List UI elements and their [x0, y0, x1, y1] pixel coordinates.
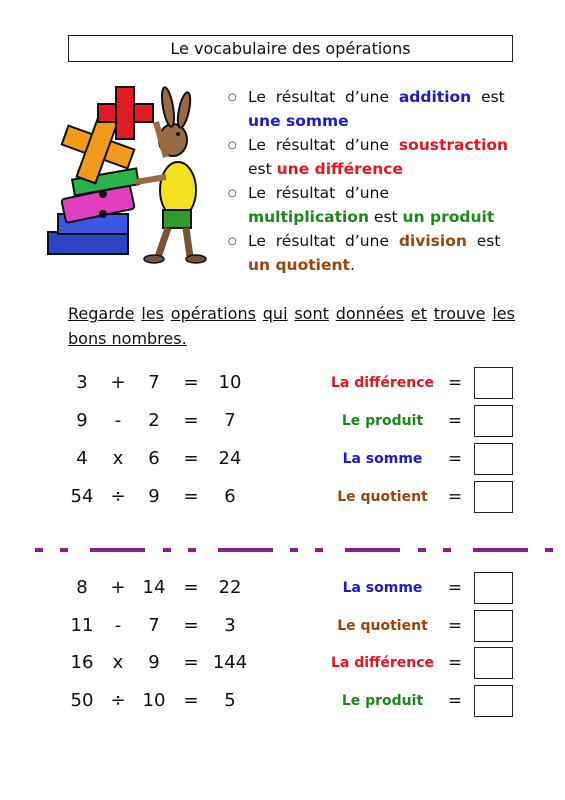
- divider-dash: [545, 548, 553, 552]
- answer-box[interactable]: [474, 610, 513, 642]
- bullet-icon: ○: [228, 140, 237, 151]
- operator: x: [112, 448, 124, 469]
- operand-a: 54: [70, 486, 94, 507]
- instruction-word: et: [410, 304, 427, 323]
- operand-b: 7: [148, 372, 160, 393]
- exercise-row: [0, 682, 565, 720]
- exercise-row: [0, 607, 565, 645]
- bullet-icon: ○: [228, 188, 237, 199]
- operator: -: [114, 614, 122, 636]
- divider-dash: [90, 548, 145, 552]
- operand-b: 9: [148, 486, 160, 507]
- instruction-line-1: [68, 301, 515, 326]
- operand-b: 9: [148, 652, 160, 673]
- result-value: 7: [224, 410, 236, 431]
- equals-sign: =: [183, 410, 199, 431]
- operand-a: 50: [70, 689, 94, 711]
- rule-text: est: [466, 232, 511, 250]
- operand-a: 4: [76, 448, 88, 469]
- rule-keyword: une somme: [248, 111, 349, 130]
- rule-item: [228, 86, 518, 133]
- vocabulary-rules-list: [228, 86, 518, 278]
- equals-sign: =: [447, 653, 463, 673]
- equals-sign: =: [183, 614, 199, 636]
- divider-dash: [188, 548, 196, 552]
- operator: +: [110, 372, 126, 393]
- instruction-word: données: [335, 304, 404, 323]
- rule-keyword: soustraction: [398, 136, 509, 154]
- equals-sign: =: [183, 652, 199, 673]
- result-value: 144: [212, 652, 248, 673]
- rule-keyword: un produit: [402, 207, 495, 226]
- answer-box[interactable]: [474, 685, 513, 717]
- operand-a: 16: [70, 652, 94, 673]
- equals-sign: =: [183, 372, 199, 393]
- divider-dash: [163, 548, 171, 552]
- operation-name-label: Le produit: [341, 413, 424, 429]
- bullet-icon: ○: [228, 236, 237, 247]
- rule-text: est: [471, 88, 510, 106]
- rule-item: [228, 230, 518, 277]
- result-value: 22: [218, 577, 242, 598]
- exercise-row: [0, 478, 565, 516]
- instruction-word: opérations: [170, 304, 256, 323]
- operation-name-label: La différence: [330, 655, 435, 671]
- rule-keyword: un quotient: [248, 255, 350, 274]
- rule-text: Le résultat d’une: [248, 184, 399, 202]
- result-value: 3: [224, 614, 236, 636]
- section-divider: [35, 545, 555, 555]
- bullet-icon: ○: [228, 92, 237, 103]
- equals-sign: =: [183, 689, 199, 711]
- result-value: 10: [218, 372, 242, 393]
- rule-text: Le résultat d’une: [248, 88, 399, 106]
- equals-sign: =: [447, 373, 463, 393]
- divider-dash: [345, 548, 400, 552]
- rule-keyword: division: [398, 232, 467, 250]
- operation-name-label: La somme: [342, 451, 423, 467]
- operand-b: 2: [148, 410, 160, 431]
- operand-a: 3: [76, 372, 88, 393]
- exercise-row: [0, 569, 565, 607]
- rule-keyword: une différence: [276, 159, 403, 178]
- instruction-line-2: bons nombres.: [68, 329, 187, 348]
- divider-dash: [218, 548, 273, 552]
- equals-sign: =: [183, 577, 199, 598]
- exercise-row: [0, 364, 565, 402]
- instruction-word: les: [492, 304, 515, 323]
- divider-dash: [443, 548, 451, 552]
- answer-box[interactable]: [474, 443, 513, 475]
- operand-a: 11: [70, 614, 94, 636]
- instruction-word: qui: [262, 304, 288, 323]
- exercise-row: [0, 402, 565, 440]
- operand-a: 8: [76, 577, 88, 598]
- rule-item: [228, 182, 518, 229]
- operator: -: [114, 410, 122, 431]
- operation-name-label: Le produit: [341, 692, 424, 709]
- divider-dash: [35, 548, 43, 552]
- operand-b: 14: [142, 577, 166, 598]
- answer-box[interactable]: [474, 572, 513, 604]
- operator: ÷: [110, 689, 126, 711]
- instruction-word: Regarde: [68, 304, 135, 323]
- operator: x: [112, 652, 124, 673]
- divider-dash: [315, 548, 323, 552]
- operation-name-label: Le quotient: [337, 489, 428, 505]
- answer-box[interactable]: [474, 481, 513, 513]
- divider-dash: [290, 548, 298, 552]
- rule-text: Le résultat d’une: [248, 232, 399, 250]
- answer-box[interactable]: [474, 367, 513, 399]
- operand-b: 10: [142, 689, 166, 711]
- equals-sign: =: [183, 448, 199, 469]
- rule-item: [228, 134, 518, 181]
- operator: +: [110, 577, 126, 598]
- equals-sign: =: [447, 449, 463, 469]
- rabbit-stacking-math-symbols-icon: [28, 82, 218, 267]
- answer-box[interactable]: [474, 647, 513, 679]
- equals-sign: =: [183, 486, 199, 507]
- instruction-text: [68, 301, 515, 351]
- answer-box[interactable]: [474, 405, 513, 437]
- equals-sign: =: [447, 615, 463, 636]
- instruction-word: sont: [294, 304, 329, 323]
- operation-name-label: La différence: [330, 375, 435, 391]
- equals-sign: =: [447, 411, 463, 431]
- equals-sign: =: [447, 487, 463, 507]
- divider-dash: [473, 548, 528, 552]
- equals-sign: =: [447, 578, 463, 598]
- result-value: 6: [224, 486, 236, 507]
- page-title: Le vocabulaire des opérations: [68, 35, 513, 62]
- result-value: 5: [224, 689, 236, 711]
- rule-keyword: addition: [398, 88, 472, 106]
- rule-text: Le résultat d’une: [248, 136, 399, 154]
- operation-name-label: Le quotient: [337, 617, 428, 634]
- operand-b: 6: [148, 448, 160, 469]
- rule-keyword: multiplication: [248, 207, 369, 226]
- operand-a: 9: [76, 410, 88, 431]
- exercise-row: [0, 644, 565, 682]
- divider-dash: [418, 548, 426, 552]
- equals-sign: =: [447, 690, 463, 711]
- result-value: 24: [218, 448, 242, 469]
- operator: ÷: [110, 486, 126, 507]
- exercise-row: [0, 440, 565, 478]
- operation-name-label: La somme: [342, 580, 423, 596]
- instruction-word: trouve: [433, 304, 486, 323]
- divider-dash: [60, 548, 68, 552]
- rule-text: .: [349, 255, 355, 274]
- instruction-word: les: [141, 304, 164, 323]
- rule-text: est: [369, 207, 403, 226]
- operand-b: 7: [148, 614, 160, 636]
- rule-text: est: [248, 136, 514, 178]
